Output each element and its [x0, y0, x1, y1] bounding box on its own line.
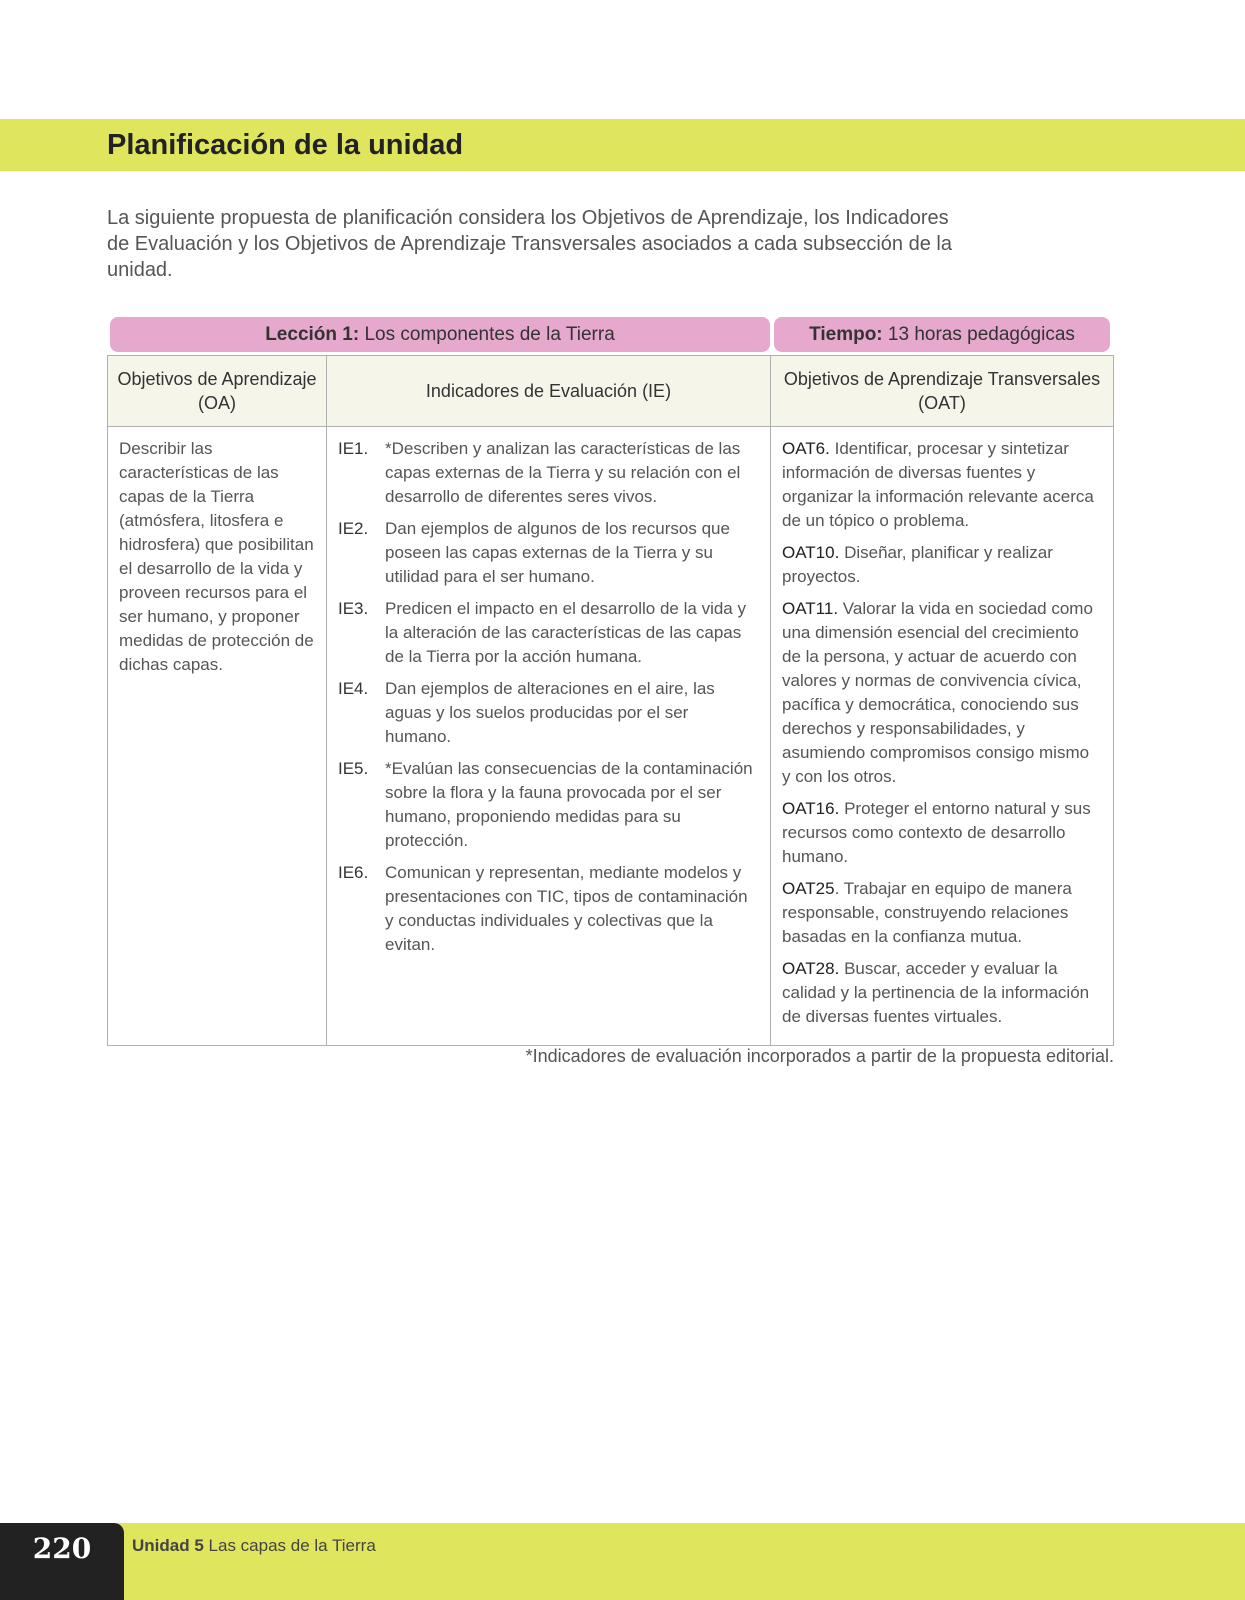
ie-text: Predicen el impacto en el desarrollo de la vida y la alteración de las características de las capas de la Tierra por la acción humana. [385, 599, 746, 666]
oat-item [782, 437, 1102, 533]
oat-item [782, 597, 1102, 789]
header-oa: Objetivos de Aprendizaje (OA) [108, 356, 327, 427]
ie-text: *Describen y analizan las características de las capas externas de la Tierra y su relación con el desarrollo de diferentes seres vivos. [385, 439, 741, 506]
oat-text: Proteger el entorno natural y sus recursos como contexto de desarrollo humano. [782, 799, 1091, 866]
oat-code: OAT6. [782, 439, 830, 458]
oat-code: OAT11. [782, 599, 839, 618]
ie-item [338, 517, 759, 589]
ie-text: *Evalúan las consecuencias de la contaminación sobre la flora y la fauna provocada por el ser humano, proponiendo medidas para su protección. [385, 759, 753, 850]
ie-code: IE6. [338, 863, 369, 882]
time-bar [774, 317, 1110, 352]
oa-cell [108, 427, 327, 1046]
planning-table [107, 355, 1114, 1046]
page-number: 220 [32, 1532, 92, 1565]
ie-code: IE3. [338, 599, 369, 618]
footer-unit-title: Las capas de la Tierra [208, 1536, 376, 1555]
oat-item [782, 541, 1102, 589]
oat-item [782, 877, 1102, 949]
oat-cell [771, 427, 1114, 1046]
time-value: 13 horas pedagógicas [887, 324, 1075, 345]
oat-code: OAT10. [782, 543, 840, 562]
oat-text: Identificar, procesar y sintetizar información de diversas fuentes y organizar la información relevante acerca de un tópico o problema. [782, 439, 1094, 530]
ie-text: Dan ejemplos de alteraciones en el aire, las aguas y los suelos producidas por el ser humano. [385, 679, 715, 746]
header-oat: Objetivos de Aprendizaje Transversales (OAT) [771, 356, 1114, 427]
footnote: *Indicadores de evaluación incorporados a partir de la propuesta editorial. [525, 1046, 1114, 1066]
oat-item [782, 957, 1102, 1029]
oat-text: Buscar, acceder y evaluar la calidad y la pertinencia de la información de diversas fuentes virtuales. [782, 959, 1090, 1026]
footer-unit [132, 1534, 376, 1558]
ie-cell [327, 427, 771, 1046]
header-ie: Indicadores de Evaluación (IE) [327, 356, 771, 427]
oat-code: OAT16. [782, 799, 840, 818]
ie-code: IE2. [338, 519, 369, 538]
ie-code: IE4. [338, 679, 369, 698]
lesson-name: Los componentes de la Tierra [364, 324, 615, 345]
oat-text: . Trabajar en equipo de manera responsable, construyendo relaciones basadas en la confianza mutua. [782, 879, 1072, 946]
oat-code: OAT28. [782, 959, 840, 978]
ie-item [338, 437, 759, 509]
table-header-row [108, 356, 1114, 427]
ie-item [338, 677, 759, 749]
ie-item [338, 757, 759, 853]
ie-item [338, 861, 759, 957]
oat-item [782, 797, 1102, 869]
page-title: Planificación de la unidad [107, 129, 464, 161]
oa-text: Describir las características de las capas de la Tierra (atmósfera, litosfera e hidrosfera) que posibilitan el desarrollo de la vida y proveen recursos para el ser humano, y proponer medidas de protección de dichas capas. [119, 439, 314, 674]
ie-text: Dan ejemplos de algunos de los recursos que poseen las capas externas de la Tierra y su utilidad para el ser humano. [385, 519, 730, 586]
ie-code: IE1. [338, 439, 369, 458]
intro-paragraph: La siguiente propuesta de planificación considera los Objetivos de Aprendizaje, los Indicadores de Evaluación y los Objetivos de Aprendizaje Transversales asociados a cada subsección de la unidad. [107, 207, 952, 281]
table-row [108, 427, 1114, 1046]
ie-text: Comunican y representan, mediante modelos y presentaciones con TIC, tipos de contaminación y conductas individuales y colectivas que la evitan. [385, 863, 748, 954]
lesson-bar [110, 317, 770, 352]
oat-text: Diseñar, planificar y realizar proyectos. [782, 543, 1053, 586]
oat-code: OAT25 [782, 879, 835, 898]
lesson-label: Lección 1: [265, 324, 360, 345]
footer-unit-label: Unidad 5 [132, 1536, 204, 1555]
ie-code: IE5. [338, 759, 369, 778]
oat-text: Valorar la vida en sociedad como una dimensión esencial del crecimiento de la persona, y actuar de acuerdo con valores y normas de convivencia cívica, pacífica y democrática, conociendo sus derechos y responsabilidades, y asumiendo compromisos consigo mismo y con los otros. [782, 599, 1093, 786]
time-label: Tiempo: [809, 324, 883, 345]
ie-item [338, 597, 759, 669]
